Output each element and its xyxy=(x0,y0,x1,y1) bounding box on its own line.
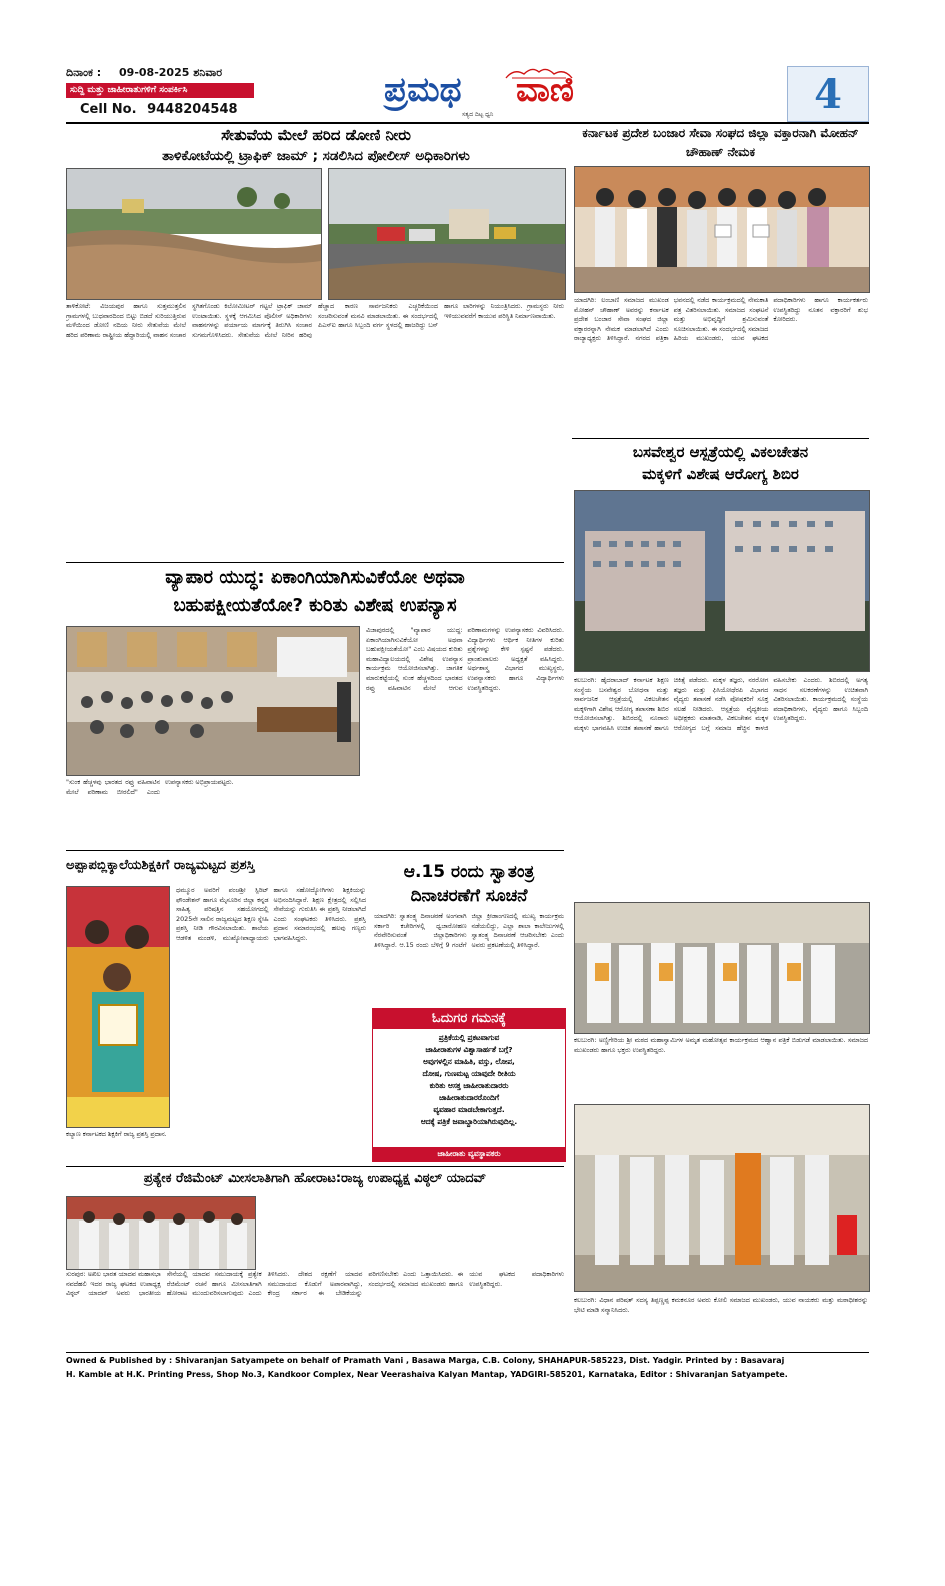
newspaper-logo xyxy=(384,66,614,122)
story6-headline-1: ಆ.15 ರಂದು ಸ್ವಾತಂತ್ರ xyxy=(403,862,535,882)
appointment-group-photo xyxy=(574,166,870,293)
readers-notice-box xyxy=(372,1008,566,1162)
story4-top-rule xyxy=(66,562,564,563)
contact-tag: ಸುದ್ದಿ ಮತ್ತು ಜಾಹೀರಾತುಗಳಿಗೆ ಸಂಪರ್ಕಿಸಿ xyxy=(66,83,254,98)
story3-top-rule xyxy=(572,438,869,439)
imprint-line1: Owned & Published by : Shivaranjan Satyampete on behalf of Pramath Vani , Basawa Marga, C.B. Colony, SHAHAPUR-585223, Dist. Yadgir. Printed by : Basavaraj xyxy=(66,1356,785,1365)
page-number: 4 xyxy=(814,71,842,118)
date-line xyxy=(66,66,266,80)
story3-headline-2: ಮಕ್ಕಳಿಗೆ ವಿಶೇಷ ಆರೋಗ್ಯ ಶಿಬಿರ xyxy=(642,465,799,483)
story1-headline-2: ತಾಳಿಕೋಟೆಯಲ್ಲಿ ಟ್ರಾಫಿಕ್ ಜಾಮ್ ; ಸಡಲಿಸಿದ ಪೋಲೀಸ್ ಅಧಿಕಾರಿಗಳು xyxy=(162,148,470,164)
page-number-badge xyxy=(787,66,869,122)
story5-caption: ಕಲ್ಯಾಣ ಕರ್ನಾಟಕದ ಶಿಕ್ಷಕಿಗೆ ರಾಜ್ಯ ಪ್ರಶಸ್ತಿ ಪ್ರದಾನ. xyxy=(66,1130,167,1138)
hospital-building-photo xyxy=(574,490,870,672)
notice-line4: ದೋಷ, ಗುಣಮಟ್ಟ ಯಾವುದೇ ರೀತಿಯ xyxy=(422,1069,516,1078)
yadav-press-meet-photo xyxy=(66,1196,256,1270)
logo-part1: ಪ್ರಮಥ xyxy=(384,70,462,110)
notice-line7: ವ್ಯವಹಾರ ಮಾಡಬೇಕಾಗುತ್ತದೆ. xyxy=(433,1105,505,1114)
story3-caption1: ಕಲಬುರಗಿ: ಅಣ್ಣಿಗೇರಿಯ ಶ್ರೀ ಮಠದ ಮಹಾಸ್ವಾಮಿಗಳ ಅಮೃತ ಮಹೋತ್ಸವ ಕಾರ್ಯಕ್ರಮದ ಆಹ್ವಾನ ಪತ್ರಿಕೆ ಬಿಡುಗಡೆ ಮಾಡಲಾಯಿತು. ಸಮಾಜದ ಮುಖಂಡರು ಹಾಗೂ ಭಕ್ತರು ಉಪಸ್ಥಿತರಿದ್ದರು. xyxy=(574,1036,868,1054)
story6-headline-2: ದಿನಾಚರಣೆಗೆ ಸೂಚನೆ xyxy=(410,886,528,906)
award-teacher-photo xyxy=(66,886,170,1128)
logo-slogan: ಸತ್ಯದ ದಿಟ್ಟ ಧ್ವನಿ xyxy=(462,111,494,118)
notice-line6: ಜಾಹೀರಾತುದಾರರೊಂದಿಗೆ xyxy=(438,1093,500,1102)
story5-body: ಧಮ್ಮೂರ ಅವರಿಗೆ ಪಂಚಶ್ರೀ ಸ್ಪಿರಿಟ್ ಫೌಂಡೇಶನ್ ಹಾಗೂ ಮೈಸೂರಿನ ಜಿಲ್ಲಾ ಕನ್ನಡ ಸಾಹಿತ್ಯ ಪರಿಷತ್ತಿನ ಸಹಯೋಗದಲ್ಲಿ 2025ನೇ ಸಾಲಿನ ರಾಜ್ಯಮಟ್ಟದ ಶಿಕ್ಷಣ ಸ್ನೇಹಿ ಪ್ರಶಸ್ತಿ ನೀಡಿ ಗೌರವಿಸಲಾಯಿತು. ಶಾಲೆಯ ಆಡಳಿತ ಮಂಡಳಿ, ಮುಖ್ಯೋಪಾಧ್ಯಾಯರು ಹಾಗೂ ಸಹೋದ್ಯೋಗಿಗಳು ಶಿಕ್ಷಕಿಯನ್ನು ಅಭಿನಂದಿಸಿದ್ದಾರೆ. ಶಿಕ್ಷಣ ಕ್ಷೇತ್ರದಲ್ಲಿ ಸಲ್ಲಿಸಿದ ಸೇವೆಯನ್ನು ಗುರುತಿಸಿ ಈ ಪ್ರಶಸ್ತಿ ನೀಡಲಾಗಿದೆ ಎಂದು ಸಂಘಟಕರು ತಿಳಿಸಿದರು. ಪ್ರಶಸ್ತಿ ಪ್ರದಾನ ಸಮಾರಂಭದಲ್ಲಿ ಹಲವು ಗಣ್ಯರು ಭಾಗವಹಿಸಿದ್ದರು. xyxy=(176,886,366,942)
cell-line xyxy=(80,102,280,118)
traffic-jam-photo xyxy=(328,168,566,300)
notice-footer: ಜಾಹೀರಾತು ವ್ಯವಸ್ಥಾಪಕರು xyxy=(373,1147,565,1161)
story4-headline-2: ಬಹುಪಕ್ಷೀಯತೆಯೋ? ಕುರಿತು ವಿಶೇಷ ಉಪನ್ಯಾಸ xyxy=(173,595,457,616)
story2-headline: ಕರ್ನಾಟಕ ಪ್ರದೇಶ ಬಂಜಾರ ಸೇವಾ ಸಂಘದ ಜಿಲ್ಲಾ ವಕ್ತಾರನಾಗಿ ಮೋಹನ್ ಚೌಹಾಣ್ ನೇಮಕ xyxy=(582,126,859,159)
story7-headline: ಪ್ರತ್ಯೇಕ ರೆಜಿಮೆಂಟ್ ಮೀಸಲಾತಿಗಾಗಿ ಹೋರಾಟ:ರಾಜ್ಯ ಉಪಾಧ್ಯಕ್ಷ ವಿಠ್ಠಲ್ ಯಾದವ್ xyxy=(143,1171,487,1186)
story3-caption2: ಕಲಬುರಗಿ: ವಿಧಾನ ಪರಿಷತ್ ಸದಸ್ಯ ತಿಪ್ಪಣ್ಣಪ್ಪ ಕಮಕನೂರ ಅವರು ಕೋಲಿ ಸಮಾಜದ ಮುಖಂಡರು, ಯುವ ನಾಯಕರು ಮತ್ತು ಮಠಾಧೀಶರನ್ನು ಭೇಟಿ ಮಾಡಿ ಸನ್ಮಾನಿಸಿದರು. xyxy=(574,1296,868,1314)
masthead xyxy=(66,66,869,122)
notice-body xyxy=(373,1029,565,1131)
story3-headline-1: ಬಸವೇಶ್ವರ ಆಸ್ಪತ್ರೆಯಲ್ಲಿ ವಿಕಲಚೇತನ xyxy=(632,443,809,461)
story7-top-rule xyxy=(66,1166,564,1167)
story6-body: ಯಾದಗಿರಿ: ಸ್ವಾತಂತ್ರ್ಯ ದಿನಾಚರಣೆ ಅಂಗವಾಗಿ ಸರ್ಕಾರಿ ಕಚೇರಿಗಳಲ್ಲಿ ಧ್ವಜಾರೋಹಣ ನೆರವೇರಿಸುವಂತೆ ಜಿಲ್ಲಾಧಿಕಾರಿಗಳು ತಿಳಿಸಿದ್ದಾರೆ. ಆ.15 ರಂದು ಬೆಳಿಗ್ಗೆ 9 ಗಂಟೆಗೆ ಜಿಲ್ಲಾ ಕ್ರೀಡಾಂಗಣದಲ್ಲಿ ಮುಖ್ಯ ಕಾರ್ಯಕ್ರಮ ನಡೆಯಲಿದ್ದು, ಎಲ್ಲಾ ಶಾಲಾ ಕಾಲೇಜುಗಳಲ್ಲಿ ಸ್ವಾತಂತ್ರ್ಯ ದಿನಾಚರಣೆ ಆಚರಿಸಬೇಕು ಎಂದು ಅವರು ಪ್ರಕಟಣೆಯಲ್ಲಿ ತಿಳಿಸಿದ್ದಾರೆ. xyxy=(374,912,564,949)
story7-body: ಸುರಪುರ: ಅಖಿಲ ಭಾರತ ಯಾದವ ಮಹಾಸಭಾ ನವದೆಹಲಿ ಇದರ ರಾಜ್ಯ ಘಟಕದ ಉಪಾಧ್ಯಕ್ಷ ವಿಠ್ಠಲ್ ಯಾದವ್ ಅವರು ಭಾರತೀಯ ಸೇನೆಯಲ್ಲಿ ಯಾದವ ಸಮುದಾಯಕ್ಕೆ ಪ್ರತ್ಯೇಕ ರೆಜಿಮೆಂಟ್ ರಚನೆ ಹಾಗೂ ಮೀಸಲಾತಿಗಾಗಿ ಹೋರಾಟ ಮುಂದುವರಿಸಲಾಗುವುದು ಎಂದು ತಿಳಿಸಿದರು. ದೇಶದ ರಕ್ಷಣೆಗೆ ಯಾದವ ಸಮುದಾಯದ ಕೊಡುಗೆ ಅಪಾರವಾಗಿದ್ದು, ಕೇಂದ್ರ ಸರ್ಕಾರ ಈ ಬೇಡಿಕೆಯನ್ನು ಪರಿಗಣಿಸಬೇಕು ಎಂದು ಒತ್ತಾಯಿಸಿದರು. ಈ ಸಂದರ್ಭದಲ್ಲಿ ಸಮಾಜದ ಮುಖಂಡರು ಹಾಗೂ ಯುವ ಘಟಕದ ಪದಾಧಿಕಾರಿಗಳು ಉಪಸ್ಥಿತರಿದ್ದರು. xyxy=(66,1270,564,1298)
logo-part2: ವಾಣಿ xyxy=(516,70,574,110)
felicitation-photo xyxy=(574,1104,870,1292)
date-value: 09-08-2025 ಶನಿವಾರ xyxy=(119,66,223,79)
story4-headline-1: ವ್ಯಾಪಾರ ಯುದ್ಧ: ಏಕಾಂಗಿಯಾಗಿಸುವಿಕೆಯೋ ಅಥವಾ xyxy=(165,567,465,588)
cell-value: 9448204548 xyxy=(147,102,238,117)
story1-headline-1: ಸೇತುವೆಯ ಮೇಲೆ ಹರಿದ ಡೋಣಿ ನೀರು xyxy=(221,126,411,144)
notice-line2: ಜಾಹೀರಾತುಗಳ ವಿಶ್ವಾಸಾರ್ಹತೆ ಬಗ್ಗೆ? xyxy=(425,1045,513,1054)
date-label: ದಿನಾಂಕ : xyxy=(66,66,102,79)
story5-top-rule xyxy=(66,850,564,851)
notice-line8: ಆದಕ್ಕೆ ಪತ್ರಿಕೆ ಜವಾಬ್ದಾರಿಯಾಗಿರುವುದಿಲ್ಲ. xyxy=(420,1117,518,1126)
imprint-line2: H. Kamble at H.K. Printing Press, Shop No.3, Kandkoor Complex, Near Veerashaiva Kalyan Mantap, YADGIRI-585201, Karnataka, Editor : Shivaranjan Satyampete. xyxy=(66,1370,788,1379)
story4-caption: "ಸುಂಕ ಹೆಚ್ಚಳವು ಭಾರತದ ರಫ್ತು ವಹಿವಾಟಿನ ಮೇಲೆ ಪರಿಣಾಮ ಬೀರಲಿದೆ" ಎಂದು ಉಪನ್ಯಾಸಕರು ಅಭಿಪ್ರಾಯಪಟ್ಟರು. xyxy=(66,778,234,796)
story3-body: ಕಲಬುರಗಿ: ಹೈದರಾಬಾದ್ ಕರ್ನಾಟಕ ಶಿಕ್ಷಣ ಸಂಸ್ಥೆಯ ಬಸವೇಶ್ವರ ಬೋಧನಾ ಮತ್ತು ಸಾರ್ವಜನಿಕ ಆಸ್ಪತ್ರೆಯಲ್ಲಿ ವಿಕಲಚೇತನ ಮಕ್ಕಳಿಗಾಗಿ ವಿಶೇಷ ಆರೋಗ್ಯ ತಪಾಸಣಾ ಶಿಬಿರ ಆಯೋಜಿಸಲಾಗಿತ್ತು. ಶಿಬಿರದಲ್ಲಿ ನೂರಾರು ಮಕ್ಕಳು ಭಾಗವಹಿಸಿ ಉಚಿತ ತಪಾಸಣೆ ಹಾಗೂ ಚಿಕಿತ್ಸೆ ಪಡೆದರು. ಮಕ್ಕಳ ತಜ್ಞರು, ನರರೋಗ ತಜ್ಞರು ಮತ್ತು ಫಿಸಿಯೋಥೆರಪಿ ವಿಭಾಗದ ವೈದ್ಯರು ತಪಾಸಣೆ ನಡೆಸಿ ಪೋಷಕರಿಗೆ ಸೂಕ್ತ ಸಲಹೆ ನೀಡಿದರು. ಆಸ್ಪತ್ರೆಯ ವೈದ್ಯಕೀಯ ಅಧೀಕ್ಷಕರು ಮಾತನಾಡಿ, ವಿಕಲಚೇತನ ಮಕ್ಕಳ ಆರೋಗ್ಯದ ಬಗ್ಗೆ ಸಮಾಜ ಹೆಚ್ಚಿನ ಕಾಳಜಿ ವಹಿಸಬೇಕು ಎಂದರು. ಶಿಬಿರದಲ್ಲಿ ಅಗತ್ಯ ಸಾಧನ ಸಲಕರಣೆಗಳನ್ನು ಉಚಿತವಾಗಿ ವಿತರಿಸಲಾಯಿತು. ಕಾರ್ಯಕ್ರಮದಲ್ಲಿ ಸಂಸ್ಥೆಯ ಪದಾಧಿಕಾರಿಗಳು, ವೈದ್ಯರು ಹಾಗೂ ಸಿಬ್ಬಂದಿ ಉಪಸ್ಥಿತರಿದ್ದರು. xyxy=(574,676,868,732)
story4-body: ವಿಜಾಪುರದಲ್ಲಿ "ವ್ಯಾಪಾರ ಯುದ್ಧ: ಏಕಾಂಗಿಯಾಗಿಸುವಿಕೆಯೋ ಅಥವಾ ಬಹುಪಕ್ಷೀಯತೆಯೋ" ಎಂಬ ವಿಷಯದ ಕುರಿತು ಮಹಾವಿದ್ಯಾಲಯದಲ್ಲಿ ವಿಶೇಷ ಉಪನ್ಯಾಸ ಕಾರ್ಯಕ್ರಮ ಆಯೋಜಿಸಲಾಗಿತ್ತು. ಜಾಗತಿಕ ಮಾರುಕಟ್ಟೆಯಲ್ಲಿ ಸುಂಕ ಹೆಚ್ಚಳದಿಂದ ಭಾರತದ ರಫ್ತು ವಹಿವಾಟಿನ ಮೇಲೆ ಆಗುವ ಪರಿಣಾಮಗಳನ್ನು ಉಪನ್ಯಾಸಕರು ವಿವರಿಸಿದರು. ವಿದ್ಯಾರ್ಥಿಗಳು ಆರ್ಥಿಕ ನೀತಿಗಳ ಕುರಿತು ಪ್ರಶ್ನೆಗಳನ್ನು ಕೇಳಿ ಸ್ಪಷ್ಟನೆ ಪಡೆದರು. ಪ್ರಾಂಶುಪಾಲರು ಅಧ್ಯಕ್ಷತೆ ವಹಿಸಿದ್ದರು. ಅರ್ಥಶಾಸ್ತ್ರ ವಿಭಾಗದ ಮುಖ್ಯಸ್ಥರು, ಉಪನ್ಯಾಸಕರು ಹಾಗೂ ವಿದ್ಯಾರ್ಥಿಗಳು ಉಪಸ್ಥಿತರಿದ್ದರು. xyxy=(366,626,564,692)
notice-title: ಓದುಗರ ಗಮನಕ್ಕೆ xyxy=(373,1009,565,1029)
notice-line3: ಅವುಗಳಲ್ಲಿನ ಮಾಹಿತಿ, ವಸ್ತು, ಲೋಪ, xyxy=(423,1057,515,1066)
invitation-release-photo xyxy=(574,902,870,1034)
story2-body: ಯಾದಗಿರಿ: ಲಂಬಾಣಿ ಸಮಾಜದ ಮುಖಂಡ ಮೋಹನ್ ಚೌಹಾಣ್ ಅವರನ್ನು ಕರ್ನಾಟಕ ಪ್ರದೇಶ ಬಂಜಾರ ಸೇವಾ ಸಂಘದ ಜಿಲ್ಲಾ ವಕ್ತಾರರನ್ನಾಗಿ ನೇಮಕ ಮಾಡಲಾಗಿದೆ ಎಂದು ರಾಜ್ಯಾಧ್ಯಕ್ಷರು ತಿಳಿಸಿದ್ದಾರೆ. ನಗರದ ಪತ್ರಿಕಾ ಭವನದಲ್ಲಿ ನಡೆದ ಕಾರ್ಯಕ್ರಮದಲ್ಲಿ ನೇಮಕಾತಿ ಪತ್ರ ವಿತರಿಸಲಾಯಿತು. ಸಮಾಜದ ಸಂಘಟನೆ ಮತ್ತು ಅಭಿವೃದ್ಧಿಗೆ ಶ್ರಮಿಸುವಂತೆ ಸೂಚಿಸಲಾಯಿತು. ಈ ಸಂದರ್ಭದಲ್ಲಿ ಸಮಾಜದ ಹಿರಿಯ ಮುಖಂಡರು, ಯುವ ಘಟಕದ ಪದಾಧಿಕಾರಿಗಳು ಹಾಗೂ ಕಾರ್ಯಕರ್ತರು ಉಪಸ್ಥಿತರಿದ್ದು ನೂತನ ವಕ್ತಾರರಿಗೆ ಶುಭ ಕೋರಿದರು. xyxy=(574,296,868,343)
cell-label: Cell No. xyxy=(80,102,137,117)
imprint-footer xyxy=(66,1354,869,1384)
story1-body: ತಾಳಿಕೋಟೆ: ವಿಜಯಪುರ ಹಾಗೂ ಸುತ್ತಮುತ್ತಲಿನ ಗ್ರಾಮಗಳಲ್ಲಿ ಬುಧವಾರದಿಂದ ಬಿಟ್ಟು ಬಿಡದೆ ಸುರಿಯುತ್ತಿರುವ ಮಳೆಯಿಂದ ಡೋಣಿ ನದಿಯ ನೀರು ಸೇತುವೆಯ ಮೇಲೆ ಹರಿದ ಪರಿಣಾಮ ರಾಷ್ಟ್ರೀಯ ಹೆದ್ದಾರಿಯಲ್ಲಿ ವಾಹನ ಸಂಚಾರ ಸ್ಥಗಿತಗೊಂಡು ಕಿಲೋಮೀಟರ್ ಗಟ್ಟಲೆ ಟ್ರಾಫಿಕ್ ಜಾಮ್ ಉಂಟಾಯಿತು. ಸ್ಥಳಕ್ಕೆ ಆಗಮಿಸಿದ ಪೊಲೀಸ್ ಅಧಿಕಾರಿಗಳು ವಾಹನಗಳನ್ನು ಪರ್ಯಾಯ ಮಾರ್ಗಕ್ಕೆ ತಿರುಗಿಸಿ ಸಂಚಾರ ಸುಗಮಗೊಳಿಸಿದರು. ಸೇತುವೆಯ ಮೇಲೆ ನೀರಿನ ಹರಿವು ಹೆಚ್ಚಾದ ಕಾರಣ ಸಾರ್ವಜನಿಕರು ಎಚ್ಚರಿಕೆಯಿಂದ ಸಂಚರಿಸುವಂತೆ ಮನವಿ ಮಾಡಲಾಯಿತು. ಈ ಸಂದರ್ಭದಲ್ಲಿ ಪಿಎಸ್‌ಐ ಹಾಗೂ ಸಿಬ್ಬಂದಿ ವರ್ಗ ಸ್ಥಳದಲ್ಲಿ ಹಾಜರಿದ್ದು ಬಸ್ ಹಾಗೂ ಲಾರಿಗಳನ್ನು ನಿಯಂತ್ರಿಸಿದರು. ಗ್ರಾಮಸ್ಥರು ನೀರು ಇಳಿಯುವವರೆಗೆ ಕಾಯುವ ಪರಿಸ್ಥಿತಿ ನಿರ್ಮಾಣವಾಯಿತು. xyxy=(66,302,564,339)
notice-line1: ಪ್ರತ್ರಿಕೆಯಲ್ಲಿ ಪ್ರಕಟವಾಗುವ xyxy=(438,1033,500,1042)
footer-rule xyxy=(66,1352,869,1353)
flood-bridge-photo xyxy=(66,168,322,300)
story5-headline: ಅಪ್ಪಾಪಬ್ಲಿಕ್ಶಾಲೆಯಶಿಕ್ಷಕಿಗೆ ರಾಜ್ಯಮಟ್ಟದ ಪ್ರಶಸ್ತಿ xyxy=(66,858,255,873)
lecture-hall-photo xyxy=(66,626,360,776)
notice-line5: ಕುರಿತು ಆಸಕ್ತ ಜಾಹೀರಾತುದಾರರು xyxy=(429,1081,509,1090)
